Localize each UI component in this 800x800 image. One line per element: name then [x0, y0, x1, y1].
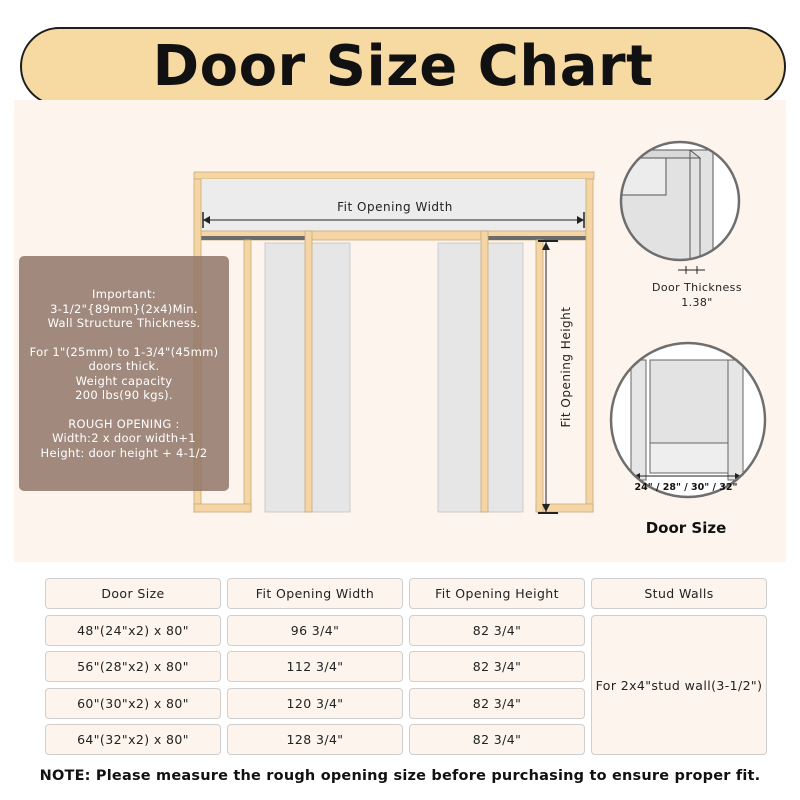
footer-note: NOTE: Please measure the rough opening size before purchasing to ensure proper fit.	[39, 768, 761, 784]
info-line: ROUGH OPENING :	[68, 416, 180, 431]
table-cell: 82 3/4"	[409, 651, 585, 682]
table-cell: 82 3/4"	[409, 615, 585, 646]
table-cell: 64"(32"x2) x 80"	[45, 724, 221, 755]
door-widths-label: 24" / 28" / 30" / 32"	[634, 482, 738, 493]
right-door-panel	[438, 243, 523, 512]
table-cell: 128 3/4"	[227, 724, 403, 755]
header-beam	[194, 172, 594, 179]
door-size-heading: Door Size	[645, 519, 727, 537]
page-title: Door Size Chart	[152, 34, 654, 99]
info-line: 200 lbs(90 kgs).	[75, 388, 173, 402]
table-cell: 112 3/4"	[227, 651, 403, 682]
header-stud-walls: Stud Walls	[591, 578, 767, 609]
info-box	[19, 256, 229, 491]
table-cell: 56"(28"x2) x 80"	[45, 651, 221, 682]
info-line: 3-1/2"{89mm}(2x4)Min.	[50, 301, 198, 316]
door-thickness-label: Door Thickness	[652, 281, 742, 294]
info-line: Weight capacity	[75, 373, 173, 388]
info-line: Height: door height + 4-1/2	[40, 445, 208, 460]
info-line: Width:2 x door width+1	[52, 431, 196, 445]
table-cell: 82 3/4"	[409, 688, 585, 719]
header-door-size: Door Size	[45, 578, 221, 609]
table-cell: 48"(24"x2) x 80"	[45, 615, 221, 646]
header-fit-opening-height: Fit Opening Height	[409, 578, 585, 609]
table-cell: 96 3/4"	[227, 615, 403, 646]
right-outer-stud	[586, 179, 593, 512]
fit-opening-width-label: Fit Opening Width	[337, 200, 453, 214]
table-cell: 60"(30"x2) x 80"	[45, 688, 221, 719]
header-fit-opening-width: Fit Opening Width	[227, 578, 403, 609]
table-cell: 120 3/4"	[227, 688, 403, 719]
door-thickness-value: 1.38"	[681, 296, 713, 309]
table-cell: 82 3/4"	[409, 724, 585, 755]
info-line: Important:	[92, 287, 156, 301]
info-line: doors thick.	[88, 359, 160, 373]
info-line: Wall Structure Thickness.	[47, 316, 201, 330]
fit-opening-height-label: Fit Opening Height	[559, 306, 573, 428]
info-line: For 1"(25mm) to 1-3/4"(45mm)	[29, 344, 219, 359]
stud-walls-cell: For 2x4"stud wall(3-1/2")	[591, 615, 767, 755]
